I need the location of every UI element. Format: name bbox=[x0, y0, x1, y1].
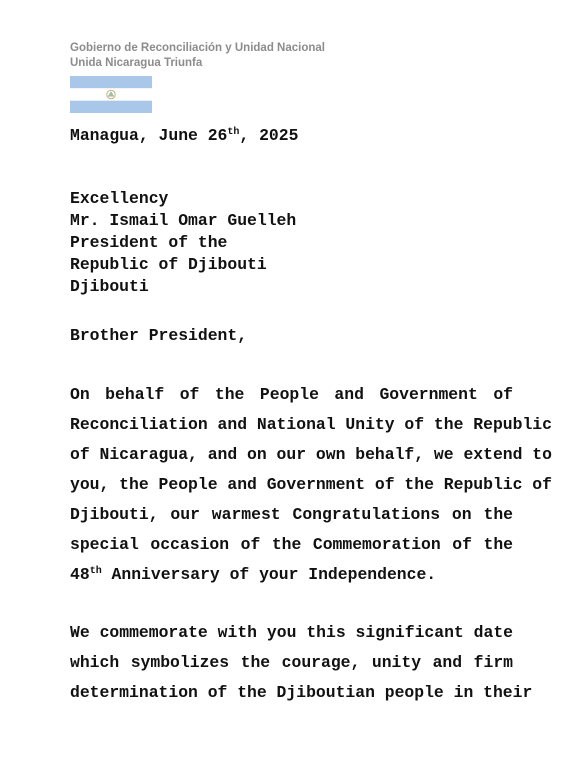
paragraph-line: special occasion of the Commemoration of the bbox=[70, 535, 513, 554]
anniversary-ordinal-suffix: th bbox=[89, 566, 102, 577]
anniversary-text: Anniversary of your Independence. bbox=[101, 565, 437, 584]
recipient-line: Djibouti bbox=[70, 277, 149, 296]
recipient-line: Mr. Ismail Omar Guelleh bbox=[70, 211, 297, 230]
recipient-line: President of the bbox=[70, 233, 228, 252]
paragraph-line: Djibouti, our warmest Congratulations on the bbox=[70, 505, 513, 524]
paragraph-line: We commemorate with you this significant date bbox=[70, 623, 513, 642]
date-ordinal-suffix: th bbox=[227, 127, 240, 138]
recipient-line: Republic of Djibouti bbox=[70, 255, 267, 274]
paragraph-last-line bbox=[70, 560, 513, 590]
paragraph-line: which symbolizes the courage, unity and firm bbox=[70, 653, 513, 672]
recipient-line: Excellency bbox=[70, 189, 169, 208]
body-paragraph-1 bbox=[70, 380, 552, 590]
flag-top-stripe bbox=[70, 76, 152, 88]
paragraph-line: of Nicaragua, and on our own behalf, we extend to bbox=[70, 445, 552, 464]
date-year: , 2025 bbox=[239, 126, 299, 145]
letterhead-government-name: Gobierno de Reconciliación y Unidad Nacional bbox=[70, 42, 325, 54]
paragraph-line: On behalf of the People and Government of bbox=[70, 385, 513, 404]
letterhead-motto: Unida Nicaragua Triunfa bbox=[70, 57, 203, 69]
letterhead bbox=[70, 41, 325, 71]
salutation: Brother President, bbox=[70, 326, 248, 345]
recipient-block bbox=[70, 188, 296, 298]
paragraph-line: Reconciliation and National Unity of the Republic bbox=[70, 415, 552, 434]
nicaragua-flag-icon bbox=[70, 76, 152, 113]
anniversary-number: 48 bbox=[70, 565, 90, 584]
body-paragraph-2 bbox=[70, 618, 533, 708]
flag-bottom-stripe bbox=[70, 101, 152, 113]
letter-date bbox=[70, 126, 298, 149]
paragraph-line: you, the People and Government of the Republic of bbox=[70, 475, 552, 494]
paragraph-line: determination of the Djiboutian people in their bbox=[70, 683, 533, 702]
date-text: Managua, June 26 bbox=[70, 126, 228, 145]
